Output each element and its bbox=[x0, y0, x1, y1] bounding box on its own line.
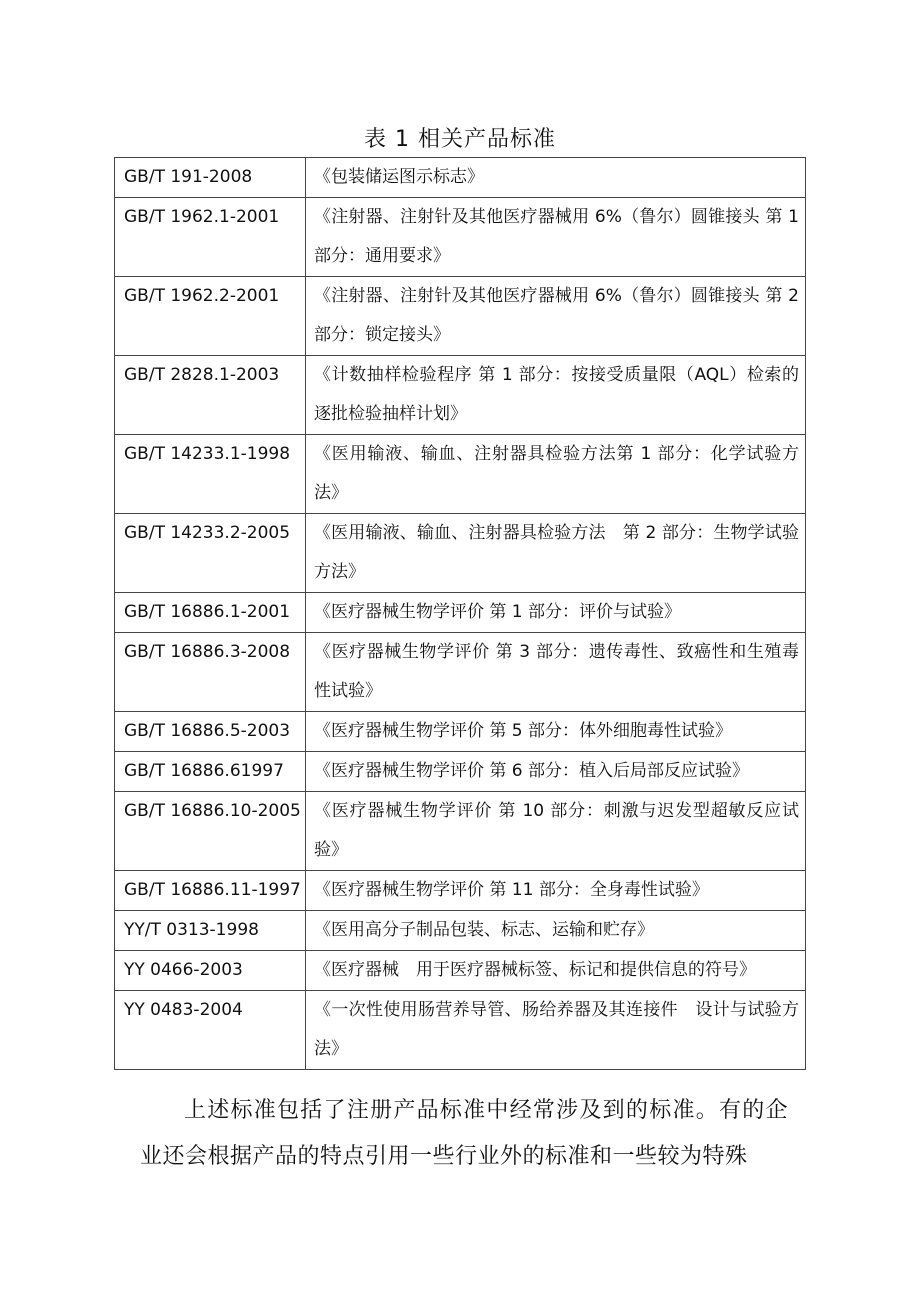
standard-title: 《医疗器械生物学评价 第 1 部分：评价与试验》 bbox=[306, 593, 806, 633]
table-row bbox=[115, 991, 806, 1070]
table-row bbox=[115, 792, 806, 871]
table-row bbox=[115, 356, 806, 435]
standard-title: 《包装储运图示标志》 bbox=[306, 158, 806, 198]
standard-title: 《医疗器械生物学评价 第 10 部分：刺激与迟发型超敏反应试验》 bbox=[306, 792, 806, 871]
table-row bbox=[115, 277, 806, 356]
table-row bbox=[115, 198, 806, 277]
standard-code: GB/T 14233.1-1998 bbox=[115, 435, 306, 514]
standard-title: 《医疗器械生物学评价 第 6 部分：植入后局部反应试验》 bbox=[306, 752, 806, 792]
standard-title: 《计数抽样检验程序 第 1 部分：按接受质量限（AQL）检索的逐批检验抽样计划》 bbox=[306, 356, 806, 435]
standard-code: GB/T 16886.5-2003 bbox=[115, 712, 306, 752]
standard-code: GB/T 191-2008 bbox=[115, 158, 306, 198]
standard-title: 《医疗器械生物学评价 第 3 部分：遗传毒性、致癌性和生殖毒性试验》 bbox=[306, 633, 806, 712]
standard-code: YY/T 0313-1998 bbox=[115, 911, 306, 951]
table-row bbox=[115, 158, 806, 198]
standard-title: 《医用输液、输血、注射器具检验方法 第 2 部分：生物学试验方法》 bbox=[306, 514, 806, 593]
table-row bbox=[115, 911, 806, 951]
standard-code: YY 0483-2004 bbox=[115, 991, 306, 1070]
table-row bbox=[115, 951, 806, 991]
standard-code: GB/T 16886.10-2005 bbox=[115, 792, 306, 871]
standard-title: 《一次性使用肠营养导管、肠给养器及其连接件 设计与试验方法》 bbox=[306, 991, 806, 1070]
table-row bbox=[115, 633, 806, 712]
table-row bbox=[115, 435, 806, 514]
standard-code: GB/T 16886.61997 bbox=[115, 752, 306, 792]
standard-title: 《医疗器械生物学评价 第 11 部分：全身毒性试验》 bbox=[306, 871, 806, 911]
standard-code: GB/T 14233.2-2005 bbox=[115, 514, 306, 593]
page-title: 表 1 相关产品标准 bbox=[364, 127, 556, 152]
table-row bbox=[115, 514, 806, 593]
standard-code: YY 0466-2003 bbox=[115, 951, 306, 991]
standards-table-body bbox=[115, 158, 806, 1070]
standard-code: GB/T 1962.1-2001 bbox=[115, 198, 306, 277]
table-row bbox=[115, 871, 806, 911]
standard-code: GB/T 16886.11-1997 bbox=[115, 871, 306, 911]
standard-title: 《医用输液、输血、注射器具检验方法第 1 部分：化学试验方法》 bbox=[306, 435, 806, 514]
standard-title: 《医用高分子制品包装、标志、运输和贮存》 bbox=[306, 911, 806, 951]
standard-title: 《医疗器械生物学评价 第 5 部分：体外细胞毒性试验》 bbox=[306, 712, 806, 752]
standard-title: 《注射器、注射针及其他医疗器械用 6%（鲁尔）圆锥接头 第 1 部分：通用要求》 bbox=[306, 198, 806, 277]
standard-title: 《医疗器械 用于医疗器械标签、标记和提供信息的符号》 bbox=[306, 951, 806, 991]
table-row bbox=[115, 752, 806, 792]
standard-code: GB/T 16886.3-2008 bbox=[115, 633, 306, 712]
standard-code: GB/T 2828.1-2003 bbox=[115, 356, 306, 435]
standard-code: GB/T 1962.2-2001 bbox=[115, 277, 306, 356]
standard-code: GB/T 16886.1-2001 bbox=[115, 593, 306, 633]
standards-table bbox=[114, 157, 806, 1070]
body-paragraph: 上述标准包括了注册产品标准中经常涉及到的标准。有的企业还会根据产品的特点引用一些行业外的标准和一些较为特殊 bbox=[140, 1098, 788, 1169]
table-row bbox=[115, 593, 806, 633]
standard-title: 《注射器、注射针及其他医疗器械用 6%（鲁尔）圆锥接头 第 2 部分：锁定接头》 bbox=[306, 277, 806, 356]
table-row bbox=[115, 712, 806, 752]
